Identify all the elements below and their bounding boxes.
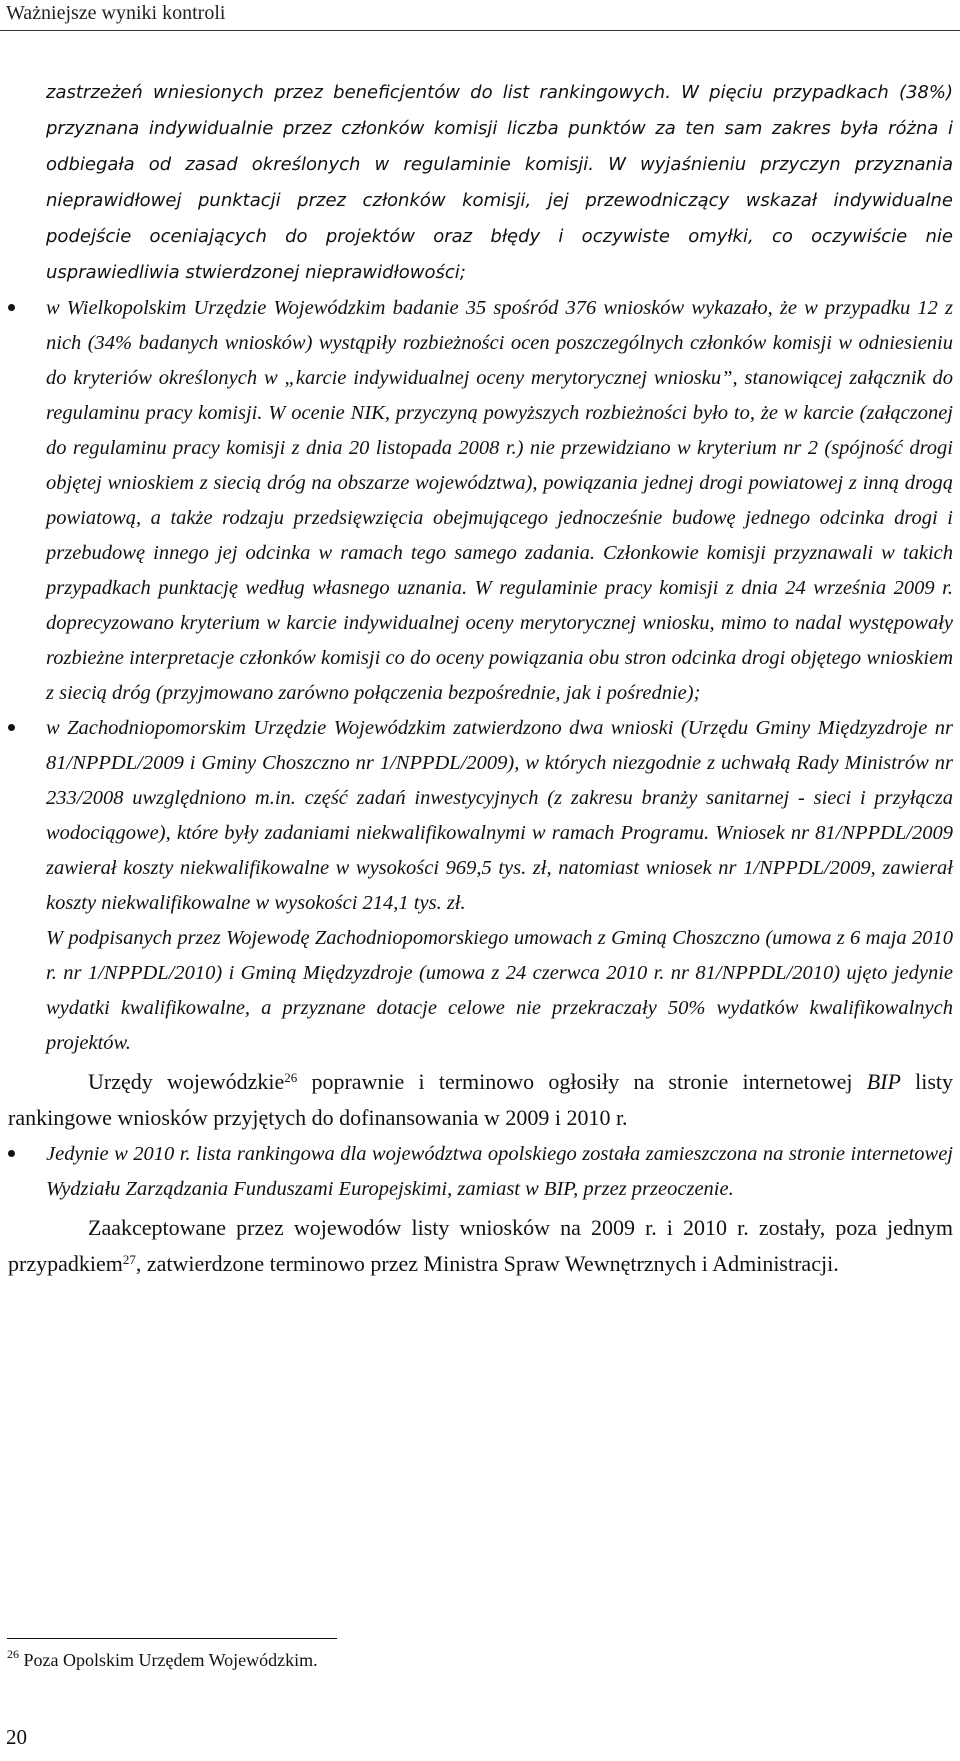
paragraph-text: Urzędy wojewódzkie — [88, 1069, 285, 1094]
list-item-opolskie — [0, 1136, 953, 1206]
footnote-ref-26: 26 — [284, 1070, 298, 1085]
continued-list-item — [46, 74, 953, 290]
paragraph-text-2: poprawnie i terminowo ogłosiły na stronie internetowej — [297, 1069, 867, 1094]
list-item-text: Jedynie w 2010 r. lista rankingowa dla województwa opolskiego została zamieszczona na stronie internetowej Wydziału Zarządzania Funduszami Europejskimi, zamiast w BIP, przez przeoczenie. — [46, 1143, 953, 1200]
footnote-ref-27: 27 — [122, 1252, 136, 1267]
list-item-text: w Wielkopolskim Urzędzie Wojewódzkim badanie 35 spośród 376 wniosków wykazało, że w przypadku 12 z nich (34% badanych wniosków) wystąpiły rozbieżności ocen poszczególnych członków komisji w odniesieniu do kryteriów określonych w „karcie indywidualnej oceny merytorycznej wniosku”, stanowiącej załącznik do regulaminu pracy komisji. W ocenie NIK, przyczyną powyższych rozbieżności było to, że w karcie (załączonej do regulaminu pracy komisji z dnia 20 listopada 2008 r.) nie przewidziano w kryterium nr 2 (spójność drogi objętej wnioskiem z siecią dróg na obszarze województwa), powiązania jednej drogi powiatowej z inną drogą powiatową, a także rodzaju przedsięwzięcia obejmującego jednocześnie budowę jednego odcinka drogi i przebudowę innego jej odcinka w ramach tego samego zadania. Członkowie komisji przyznawali w takich przypadkach punktację według własnego uznania. W regulaminie pracy komisji z dnia 24 września 2009 r. doprecyzowano kryterium w karcie indywidualnej oceny merytorycznej wniosku, mimo to nadal występowały rozbieżne interpretacje członków komisji co do oceny powiązania obu stron odcinka drogi objętego wnioskiem z siecią dróg (przyjmowano zarówno połączenia bezpośrednie, jak i pośrednie); — [46, 297, 953, 704]
body-paragraph-lists — [8, 1210, 953, 1282]
list-item-text-2: W podpisanych przez Wojewodę Zachodniopomorskiego umowach z Gminą Choszczno (umowa z 6 maja 2010 r. nr 1/NPPDL/2010) i Gminą Międzyzdroje (umowa z 24 czerwca 2010 r. nr 81/NPPDL/2010) ujęto jedynie wydatki kwalifikowalne, a przyznane dotacje celowe nie przekraczały 50% wydatków kwalifikowalnych projektów. — [46, 927, 953, 1054]
paragraph-text: Zaakceptowane przez wojewodów listy wniosków na 2009 r. i 2010 r. zostały, poza jednym przypadkiem — [8, 1215, 953, 1276]
bullet-icon — [8, 304, 15, 311]
list-item-wielkopolska — [0, 290, 953, 710]
list-item-text: w Zachodniopomorskim Urzędzie Wojewódzkim zatwierdzono dwa wnioski (Urzędu Gminy Międzyzdroje nr 81/NPPDL/2009 i Gminy Choszczno nr 1/NPPDL/2009), w których niezgodnie z uchwałą Rady Ministrów nr 233/2008 uwzględniono m.in. część zadań inwestycyjnych (z zakresu branży sanitarnej - sieci i przyłącza wodociągowe), które były zadaniami niekwalifikowalnymi w ramach Programu. Wniosek nr 81/NPPDL/2009 zawierał koszty niekwalifikowalne w wysokości 969,5 tys. zł, natomiast wniosek nr 1/NPPDL/2009, zawierał koszty niekwalifikowalne w wysokości 214,1 tys. zł. — [46, 717, 953, 914]
paragraph-text-3: listy rankingowe wniosków przyjętych do dofinansowania w 2009 i 2010 r. — [8, 1069, 953, 1130]
footnote-divider — [7, 1638, 337, 1639]
header-divider — [0, 30, 960, 31]
continued-text-sans: zastrzeżeń wniesionych przez beneficjentów do list rankingowych. W pięciu przypadkach (38%) przyznana indywidualnie przez członków komisji liczba punktów za ten sam zakres była różna i odbiegała od zasad określonych w regulaminie komisji. — [46, 82, 953, 175]
footnote-number: 26 — [7, 1647, 19, 1661]
list-item-zachodniopomorskie — [0, 710, 953, 1060]
bip-abbreviation: BIP — [866, 1069, 901, 1094]
continued-text-sans-2: W wyjaśnieniu przyczyn przyznania nieprawidłowej punktacji przez członków komisji, jej przewodniczący wskazał indywidualne podejście oceniających do projektów oraz błędy i oczywiste omyłki, co oczywiście nie usprawiedliwia stwierdzonej nieprawidłowości; — [46, 154, 953, 283]
bullet-icon — [8, 724, 15, 731]
running-header: Ważniejsze wyniki kontroli — [6, 2, 226, 24]
footnote-text: Poza Opolskim Urzędem Wojewódzkim. — [19, 1650, 318, 1670]
page-number: 20 — [6, 1725, 27, 1749]
page-body — [0, 74, 960, 1282]
footnote-26 — [7, 1647, 318, 1671]
body-paragraph-bip — [8, 1064, 953, 1136]
paragraph-text-2: , zatwierdzone terminowo przez Ministra Spraw Wewnętrznych i Administracji. — [135, 1251, 839, 1276]
bullet-icon — [8, 1150, 15, 1157]
